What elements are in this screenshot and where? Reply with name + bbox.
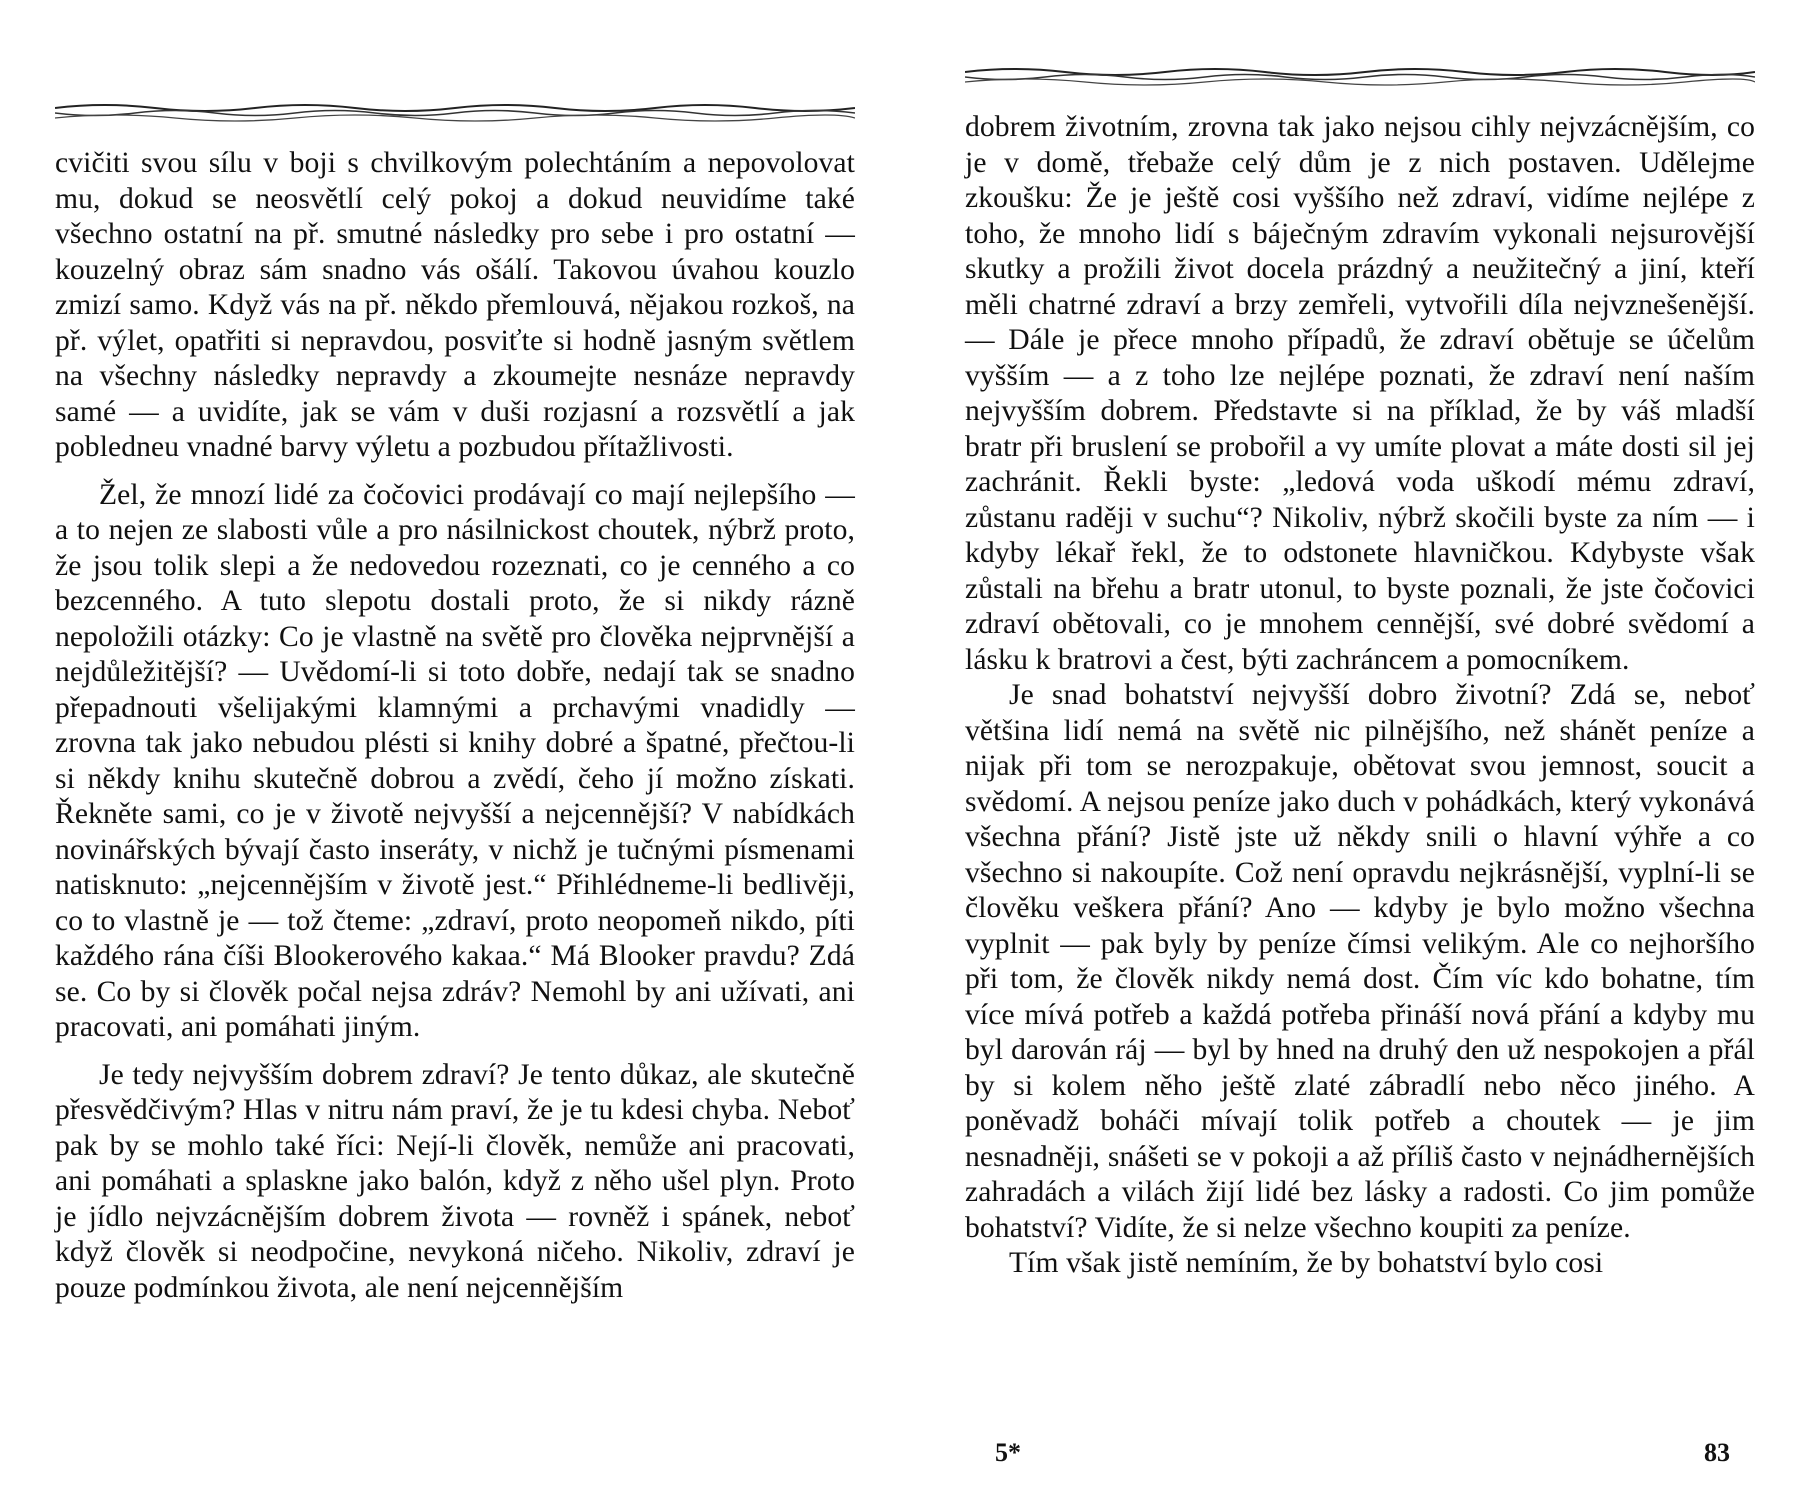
page-footer	[965, 1438, 1755, 1478]
paragraph: Tím však jistě nemíním, že by bohatství bylo cosi	[1009, 1247, 1604, 1279]
paragraph: dobrem životním, zrovna tak jako nejsou cihly nejvzácnějším, co je v domě, třebaže celý dům je z nich postaven. Udělejme zkoušku: Že je ještě cosi vyššího než zdraví, vidíme nejlépe z toho, že mnoho lidí s báječným zdravím vykonali nejsurovější skutky a prožili život docela prázdný a neužitečný a jiní, kteří měli chatrné zdraví a brzy zemřeli, vytvořili díla nejvznešenější. — Dále je přece mnoho případů, že zdraví obětuje se účelům vyšším — a z toho lze nejlépe poznati, že zdraví není naším nejvyšším dobrem. Představte si na příklad, že by váš mladší bratr při bruslení se probořil a vy umíte plovat a máte dosti sil jej zachránit. Řekli byste: „ledová voda uškodí mému zdraví, zůstanu raději v suchu“? Nikoliv, nýbrž skočili byste za ním — i kdyby lékař řekl, že to odstonete hlavničkou. Kdybyste však zůstali na břehu a bratr utonul, to byste poznali, že jste čočovici zdraví obětovali, co je mnohem cennější, své dobré svědomí a lásku k bratrovi a čest, býti zachráncem a pomocníkem.	[965, 111, 1755, 676]
signature-mark: 5*	[995, 1438, 1021, 1467]
header-ornament	[965, 64, 1755, 90]
paragraph: Je snad bohatství nejvyšší dobro životní? Zdá se, neboť většina lidí nemá na světě nic pilnějšího, než shánět peníze a nijak při tom se nerozpakuje, obětovat svou jemnost, soucit a svědomí. A nejsou peníze jako duch v pohádkách, který vykonává všechna přání? Jistě jste už někdy snili o hlavní výhře a co všechno si nakoupíte. Což není opravdu nejkrásnější, vyplní-li se člověku veškera přání? Ano — kdyby je bylo možno všechna vyplnit — pak byly by peníze čímsi velikým. Ale co nejhoršího při tom, že člověk nikdy nemá dost. Čím víc kdo bohatne, tím více mívá potřeb a každá potřeba přináší nová přání a kdyby mu byl darován ráj — byl by hned na druhý den už nespokojen a přál by si kolem něho ještě zlaté zábradlí nebo něco jiného. A poněvadž boháči mívají tolik potřeb a choutek — je jim nesnadněji, snášeti se v pokoji a až příliš často v nejnádhernějších zahradách a vilách žijí lidé bez lásky a radosti. Co jim pomůže bohatství? Vidíte, že si nelze všechno koupiti za peníze.	[965, 679, 1755, 1244]
paragraph: Žel, že mnozí lidé za čočovici prodávají co mají nejlepšího — a to nejen ze slabosti vůle a pro násilnickost choutek, nýbrž proto, že jsou tolik slepi a že nedovedou rozeznati, co je cenného a co bezcenného. A tuto slepotu dostali proto, že si nikdy rázně nepoložili otázky: Co je vlastně na světě pro člověka nejprvnější a nejdůležitější? — Uvědomí-li si toto dobře, nedají tak se snadno přepadnouti všelijakými klamnými a prchavými vnadidly — zrovna tak jako nebudou plésti si knihy dobré a špatné, přečtou-li si někdy knihu skutečně dobrou a zvědí, čeho jí možno získati. Řekněte sami, co je v životě nejvyšší a nejcennější? V nabídkách novinářských bývají často inseráty, v nichž je tučnými písmenami natisknuto: „nejcennějším v životě jest.“ Přihlédneme-li bedlivěji, co to vlastně je — tož čteme: „zdraví, proto neopomeň nikdo, píti každého rána číši Blookerového kakaa.“ Má Blooker pravdu? Zdá se. Co by si člověk počal nejsa zdráv? Nemohl by ani užívati, ani pracovati, ani pomáhati jiným.	[55, 478, 855, 1043]
paragraph: cvičiti svou sílu v boji s chvilkovým polechtáním a nepovolovat mu, dokud se neosvětlí celý pokoj a dokud neuvidíme také všechno ostatní na př. smutné následky pro sebe i pro ostatní — kouzelný obraz sám snadno vás ošálí. Takovou úvahou kouzlo zmizí samo. Když vás na př. někdo přemlouvá, nějakou rozkoš, na př. výlet, opatřiti si nepravdou, posviťte si hodně jasným světlem na všechny následky nepravdy a zkoumejte nesnáze nepravdy samé — a uvidíte, jak se vám v duši rozjasní a rozsvětlí a jak pobledneu vnadné barvy výletu a pozbudou přítažlivosti.	[55, 147, 855, 463]
header-ornament	[55, 100, 855, 126]
page-number: 83	[1704, 1438, 1730, 1467]
left-page-text	[55, 146, 855, 1306]
right-page-text	[965, 110, 1755, 1282]
paragraph: Je tedy nejvyšším dobrem zdraví? Je tento důkaz, ale skutečně přesvědčivým? Hlas v nitru nám praví, že je tu kdesi chyba. Neboť pak by se mohlo také říci: Nejí-li člověk, nemůže ani pracovati, ani pomáhati a splaskne jako balón, když z něho ušel plyn. Proto je jídlo nejvzácnějším dobrem života — rovněž i spánek, neboť když člověk si neodpočine, nevykoná ničeho. Nikoliv, zdraví je pouze podmínkou života, ale není nejcennějším	[55, 1058, 855, 1304]
